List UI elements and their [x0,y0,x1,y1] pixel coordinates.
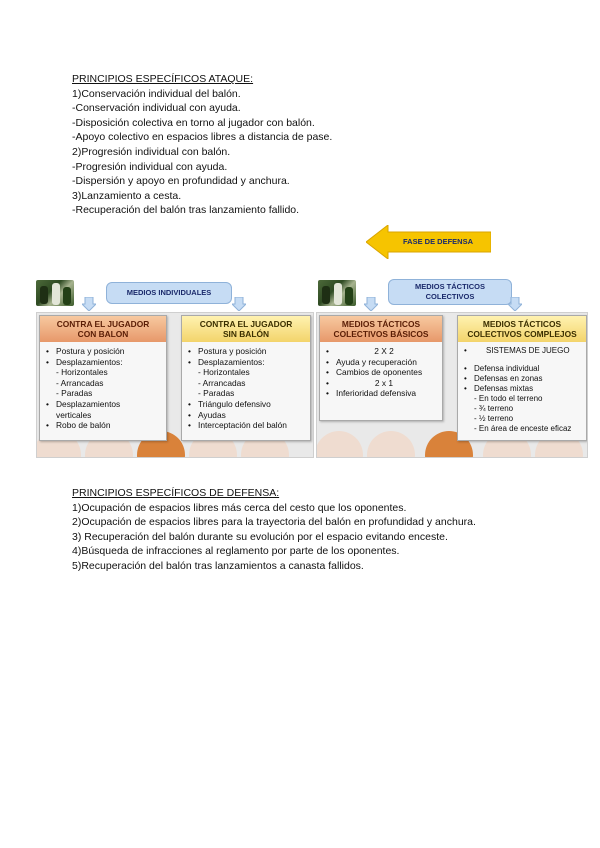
attack-section [72,72,332,218]
medios-tacticos-text: MEDIOS TÁCTICOS [414,282,485,291]
card-list [46,346,162,431]
card-title [458,316,586,342]
list-item [464,346,582,356]
list-item [326,378,438,389]
down-arrow-icon [508,297,522,311]
card-title-line: COLECTIVOS BÁSICOS [333,329,429,339]
medios-individuales-text: MEDIOS INDIVIDUALES [126,288,212,297]
attack-line: -Conservación individual con ayuda. [72,102,241,115]
list-item: • Ayudas [188,410,306,421]
list-item: verticales [56,409,92,420]
attack-line: -Dispersión y apoyo en profundidad y anchura. [72,175,290,188]
card-jugador-sin-balon [181,315,311,441]
card-title-line: CONTRA EL JUGADOR [199,319,293,329]
list-item: • Cambios de oponentes [326,367,438,378]
colectivos-text: COLECTIVOS [425,292,475,301]
attack-line: -Disposición colectiva en torno al jugador con balón. [72,116,315,129]
card-title-line: MEDIOS TÁCTICOS [341,319,421,329]
attack-heading: PRINCIPIOS ESPECÍFICOS ATAQUE: [72,73,254,85]
list-item: • Postura y posición [46,346,162,357]
card-list [326,346,438,399]
list-item: • Desplazamientos: [188,357,306,368]
list-item: • Desplazamientos: [46,357,162,368]
defense-heading: PRINCIPIOS ESPECÍFICOS DE DEFENSA: [72,487,280,499]
list-item: • Robo de balón [46,420,162,431]
card-title [320,316,442,342]
list-item: • Ayuda y recuperación [326,357,438,368]
list-item: • Triángulo defensivo [188,399,306,410]
card-title-line: CON BALON [77,329,129,339]
attack-line: 2)Progresión individual con balón. [72,145,231,158]
list-item-text: 2 X 2 [374,346,394,356]
medios-individuales-label [106,282,232,304]
fase-defensa-arrow [366,225,491,259]
basketball-players-photo [318,280,356,306]
list-item: • Desplazamientos [46,399,162,410]
attack-line: -Progresión individual con ayuda. [72,160,228,173]
defense-line: 1)Ocupación de espacios libres más cerca del cesto que los oponentes. [72,501,407,514]
list-item: - ¾ terreno [474,404,514,413]
card-list [464,346,582,434]
list-item: • Defensas en zonas [464,374,582,384]
defense-line: 2)Ocupación de espacios libres para la trayectoria del balón en profundidad y anchura. [72,516,476,529]
attack-line: -Recuperación del balón tras lanzamiento fallido. [72,204,300,217]
attack-line: -Apoyo colectivo en espacios libres a distancia de pase. [72,131,333,144]
medios-tacticos-label [388,279,512,305]
defense-line: 5)Recuperación del balón tras lanzamientos a canasta fallidos. [72,559,364,572]
down-arrow-icon [82,297,96,311]
card-title-line: MEDIOS TÁCTICOS [482,319,562,329]
list-item-text: SISTEMAS DE JUEGO [486,346,570,355]
card-list [188,346,306,431]
list-item: - Paradas [56,388,93,399]
card-title [40,316,166,342]
list-item: - En área de enceste eficaz [474,424,572,433]
list-item: • Defensas mixtas [464,384,582,394]
card-colectivos-complejos [457,315,587,441]
list-item: - Arrancadas [56,377,104,388]
list-item: - Horizontales [56,367,108,378]
card-jugador-con-balon [39,315,167,441]
down-arrow-icon [364,297,378,311]
attack-line: 3)Lanzamiento a cesta. [72,189,182,202]
fase-defensa-label: FASE DE DEFENSA [402,237,473,246]
attack-line: 1)Conservación individual del balón. [72,87,241,100]
list-item: - Horizontales [198,367,250,378]
individual-means-panel [36,312,314,458]
card-title-line: CONTRA EL JUGADOR [56,319,150,329]
card-title-line: COLECTIVOS COMPLEJOS [467,329,577,339]
defense-section [72,486,476,574]
list-item: - Paradas [198,388,235,399]
list-item: - En todo el terreno [474,394,543,403]
card-title-line: SIN BALÓN [222,329,270,339]
list-item: • Inferioridad defensiva [326,388,438,399]
list-item: • Interceptación del balón [188,420,306,431]
basketball-players-photo [36,280,74,306]
defense-line: 4)Búsqueda de infracciones al reglamento por parte de los oponentes. [72,545,400,558]
list-item: • Postura y posición [188,346,306,357]
list-item-text: 2 x 1 [374,377,394,388]
defense-line: 3) Recuperación del balón durante su evolución por el espacio evitando enceste. [72,530,448,543]
card-title [182,316,310,342]
collective-means-panel [316,312,588,458]
list-item [326,346,438,357]
list-item: • Defensa individual [464,364,582,374]
down-arrow-icon [232,297,246,311]
card-colectivos-basicos [319,315,443,421]
list-item: - Arrancadas [198,377,246,388]
list-item: - ½ terreno [474,414,514,423]
